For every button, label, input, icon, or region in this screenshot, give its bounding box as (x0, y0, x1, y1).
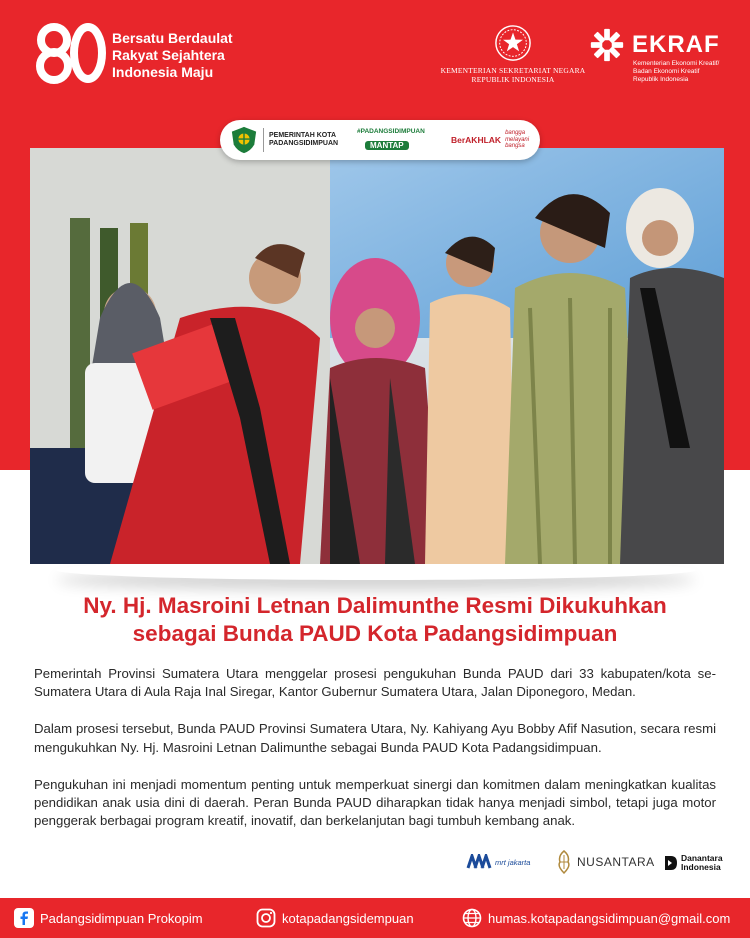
mrt-jakarta-logo (466, 854, 530, 870)
pemkot-line-1: PEMERINTAH KOTA (269, 131, 337, 139)
article-paragraph-2: Dalam prosesi tersebut, Bunda PAUD Provinsi Sumatera Utara, Ny. Kahiyang Ayu Bobby Afif Nasution, secara resmi mengukuhkan Ny. Hj. Masroini Letnan Dalimunthe sebagai Bunda PAUD Kota Padangsidimpuan. (34, 721, 716, 755)
partner-logos (0, 848, 750, 882)
logo-separator (263, 128, 264, 152)
padangsidimpuan-emblem-icon (230, 126, 258, 154)
bangga-line-1: bangga (505, 130, 526, 137)
state-secretariat-emblem-icon (494, 24, 532, 62)
hashtag-text: #PADANGSIDIMPUAN (357, 127, 425, 135)
bangga-line-2: melayani (505, 136, 530, 143)
bangga-line-3: bangsa (505, 143, 525, 150)
facebook-label: Padangsidimpuan Prokopim (40, 910, 203, 926)
article-paragraph-1: Pemerintah Provinsi Sumatera Utara menggelar prosesi pengukuhan Bunda PAUD dari 33 kabupaten/kota se-Sumatera Utara di Aula Raja Inal Siregar, Kantor Gubernur Sumatera Utara, Jalan Diponegoro, Medan. (34, 666, 716, 700)
article-headline (20, 592, 730, 648)
event-photo (30, 148, 724, 564)
tagline-line-1: Bersatu Berdaulat (112, 30, 233, 46)
instagram-link[interactable] (256, 908, 414, 928)
berakhlak-logo: BerAKHLAK (451, 135, 502, 145)
nusantara-logo (556, 850, 655, 874)
instagram-icon (256, 908, 276, 928)
ekraf-subtitle (633, 60, 738, 84)
danantara-line-1: Danantara (681, 853, 723, 863)
nusantara-garuda-icon (556, 850, 572, 874)
danantara-logo (664, 854, 723, 872)
email-label: humas.kotapadangsidimpuan@gmail.com (488, 910, 731, 926)
article-paragraph-3: Pengukuhan ini menjadi momentum penting untuk memperkuat sinergi dan komitmen dalam meningkatkan kualitas pendidikan anak usia dini di daerah. Peran Bunda PAUD diharapkan tidak hanya menjadi simbol, tetapi juga motor penggerak berbagai program kreatif, inovatif, dan berkelanjutan bagi tumbuh kembang anak. (34, 776, 716, 829)
ekraf-logo (588, 26, 738, 84)
mrt-label: mrt jakarta (495, 857, 531, 867)
headline-line-1: Ny. Hj. Masroini Letnan Dalimunthe Resmi Dikukuhkan (83, 593, 667, 618)
footer-bar (0, 898, 750, 938)
ekraf-sub-line-2: Badan Ekonomi Kreatif (633, 68, 700, 75)
ekraf-sub-line-3: Republik Indonesia (633, 76, 689, 83)
tagline-line-3: Indonesia Maju (112, 64, 214, 80)
ekraf-mark-icon (588, 26, 626, 64)
headline-line-2: sebagai Bunda PAUD Kota Padangsidimpuan (132, 621, 618, 646)
danantara-mark-icon (664, 855, 678, 871)
kemensetneg-logo (438, 24, 588, 84)
partner-logo-strip (220, 120, 540, 160)
mantap-logo (357, 128, 443, 153)
tagline-line-2: Rakyat Sejahtera (112, 47, 225, 63)
bangga-melayani-logo (505, 130, 529, 150)
anniversary-number: 80 (71, 58, 73, 59)
kemensetneg-line-2: REPUBLIK INDONESIA (471, 75, 555, 84)
mrt-mark-icon (466, 854, 492, 870)
danantara-label (681, 854, 723, 872)
ekraf-name: EKRAF (632, 31, 720, 58)
indonesia-80-logo (36, 22, 108, 84)
pemkot-line-2: PADANGSIDIMPUAN (269, 140, 339, 147)
globe-icon (462, 908, 482, 928)
anniversary-tagline (112, 30, 233, 81)
pemkot-label (269, 132, 353, 149)
danantara-line-2: Indonesia (681, 862, 721, 872)
ekraf-sub-line-1: Kementerian Ekonomi Kreatif/ (633, 60, 720, 67)
kemensetneg-line-1: KEMENTERIAN SEKRETARIAT NEGARA (440, 66, 586, 75)
facebook-icon (14, 908, 34, 928)
nusantara-label: NUSANTARA (577, 855, 655, 869)
mantap-badge: MANTAP (365, 141, 409, 150)
facebook-link[interactable] (14, 908, 203, 928)
article-body (34, 665, 716, 849)
email-link[interactable] (462, 908, 730, 928)
instagram-label: kotapadangsidempuan (282, 910, 414, 926)
